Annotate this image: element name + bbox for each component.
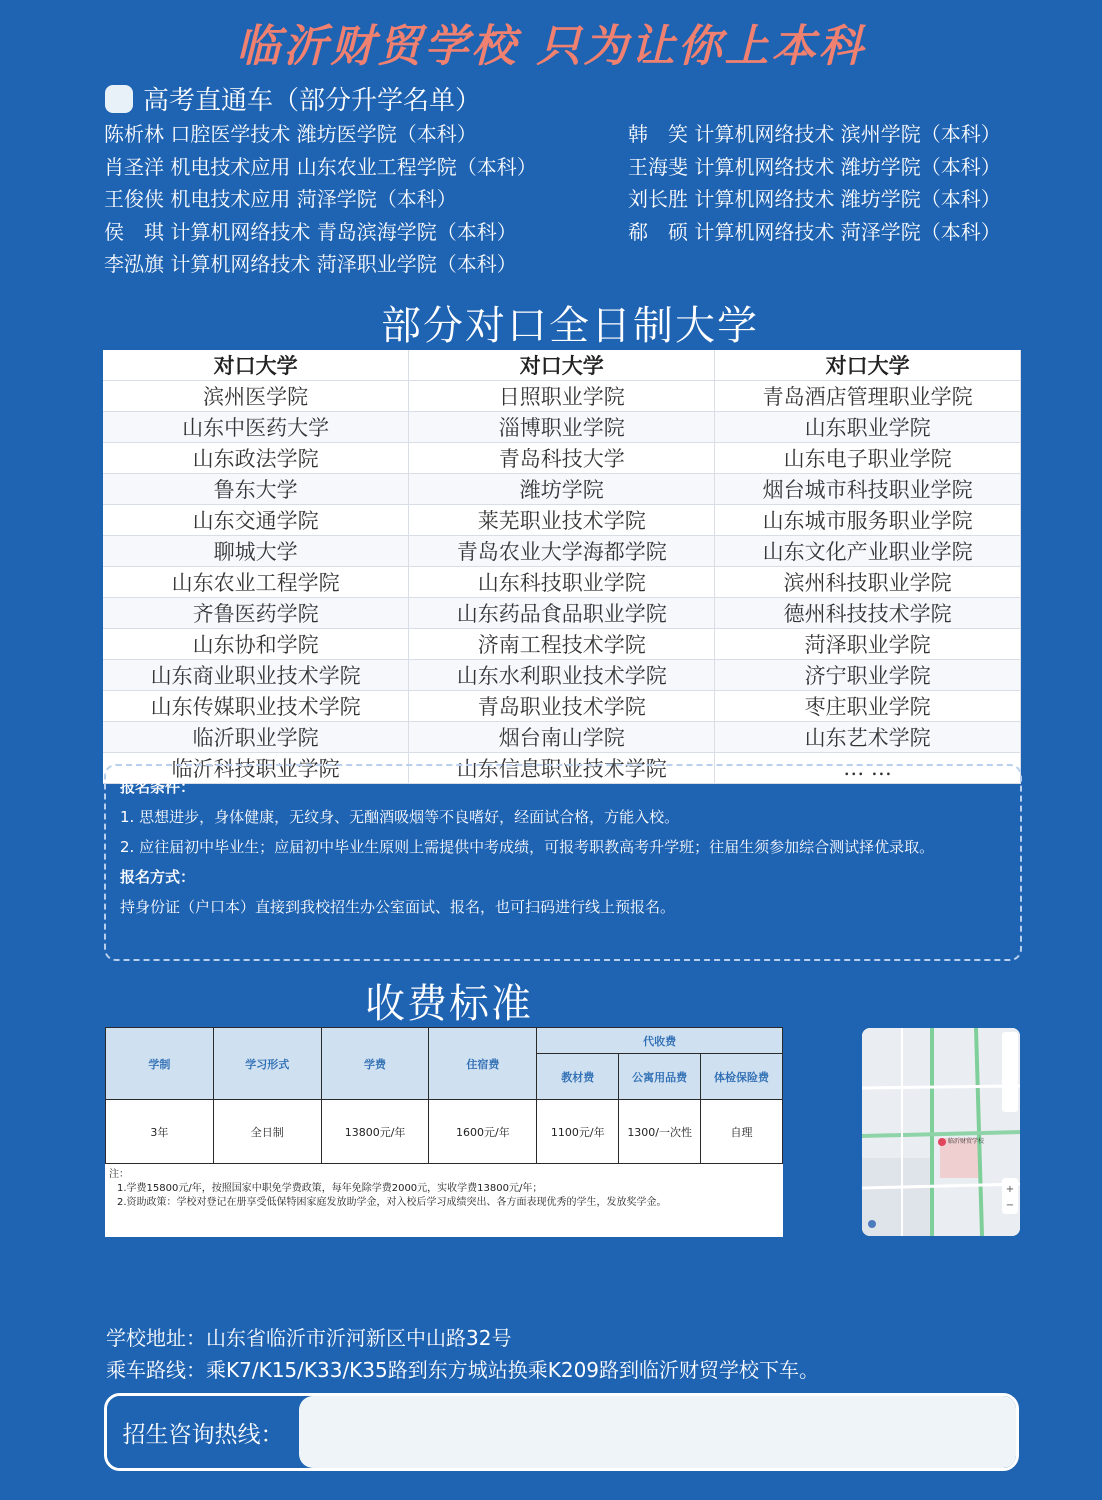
- table-row: [103, 443, 1021, 474]
- university-cell: 烟台城市科技职业学院: [715, 474, 1021, 505]
- list-item: 郗 硕 计算机网络技术 菏泽学院（本科）: [628, 219, 1001, 244]
- university-cell: 淄博职业学院: [409, 412, 715, 443]
- list-item: 韩 笑 计算机网络技术 滨州学院（本科）: [628, 122, 1001, 146]
- table-row: [103, 567, 1021, 598]
- university-cell: 山东交通学院: [103, 505, 409, 536]
- fee-header-collect: 代收费: [537, 1028, 783, 1054]
- university-cell: 聊城大学: [103, 536, 409, 567]
- university-cell: 山东文化产业职业学院: [715, 536, 1021, 567]
- university-cell: 青岛职业技术学院: [409, 691, 715, 722]
- table-row: [103, 691, 1021, 722]
- university-cell: 临沂科技职业学院: [103, 753, 409, 784]
- table-row: [103, 598, 1021, 629]
- table-row: [103, 660, 1021, 691]
- note-item: 2.资助政策：学校对登记在册享受低保特困家庭发放助学金，对入校后学习成绩突出、各方面表现优秀的学生，发放奖学金。: [117, 1197, 667, 1208]
- list-item: 王俊侠 机电技术应用 菏泽学院（本科）: [104, 187, 457, 211]
- university-cell: … …: [715, 753, 1021, 784]
- fee-value-books: 1100元/年: [537, 1100, 619, 1164]
- svg-text:+: +: [1005, 1184, 1015, 1195]
- conditions-title: 报名条件：: [120, 778, 196, 796]
- bus-route: 乘车路线：乘K7/K15/K33/K35路到东方城站换乘K209路到临沂财贸学校下车。: [106, 1358, 820, 1382]
- fee-header-health: 体检保险费: [701, 1054, 783, 1100]
- table-row: [103, 629, 1021, 660]
- map-marker-label: 临沂财贸学校: [948, 1138, 985, 1145]
- hotline-label: 招生咨询热线：: [107, 1396, 299, 1468]
- method-title: 报名方式：: [120, 868, 196, 886]
- university-cell: 山东商业职业技术学院: [103, 660, 409, 691]
- table-row: [103, 536, 1021, 567]
- fee-value-health: 自理: [701, 1100, 783, 1164]
- university-cell: 山东城市服务职业学院: [715, 505, 1021, 536]
- table-row: [103, 412, 1021, 443]
- table-row: [103, 474, 1021, 505]
- hotline-box: [104, 1393, 1019, 1471]
- university-cell: 齐鲁医药学院: [103, 598, 409, 629]
- fees-heading: 收费标准: [365, 981, 533, 1027]
- bullet-icon: [105, 85, 133, 113]
- list-item: 肖圣洋 机电技术应用 山东农业工程学院（本科）: [104, 154, 537, 179]
- fee-header-form: 学习形式: [213, 1028, 321, 1100]
- list-item: 李泓旗 计算机网络技术 菏泽职业学院（本科）: [104, 252, 517, 276]
- university-cell: 日照职业学院: [409, 381, 715, 412]
- list-item: 王海斐 计算机网络技术 潍坊学院（本科）: [628, 154, 1001, 179]
- column-header: 对口大学: [103, 350, 409, 381]
- fee-value-form: 全日制: [213, 1100, 321, 1164]
- fee-value-dorm: 1300/一次性: [619, 1100, 701, 1164]
- university-cell: 潍坊学院: [409, 474, 715, 505]
- university-cell: 枣庄职业学院: [715, 691, 1021, 722]
- column-header: 对口大学: [715, 350, 1021, 381]
- admission-list-right: [628, 118, 1001, 248]
- list-item: 侯 琪 计算机网络技术 青岛滨海学院（本科）: [104, 219, 517, 244]
- table-row: [103, 505, 1021, 536]
- university-cell: 山东传媒职业技术学院: [103, 691, 409, 722]
- university-cell: 山东政法学院: [103, 443, 409, 474]
- location-map[interactable]: [862, 1028, 1020, 1236]
- table-header-row: [103, 350, 1021, 381]
- university-cell: 山东科技职业学院: [409, 567, 715, 598]
- table-row: [103, 381, 1021, 412]
- fee-header-system: 学制: [106, 1028, 214, 1100]
- universities-heading: 部分对口全日制大学: [381, 303, 759, 349]
- university-cell: 山东农业工程学院: [103, 567, 409, 598]
- university-cell: 山东信息职业技术学院: [409, 753, 715, 784]
- university-cell: 山东药品食品职业学院: [409, 598, 715, 629]
- fee-header-books: 教材费: [537, 1054, 619, 1100]
- map-pin-icon: [938, 1138, 946, 1146]
- university-cell: 山东职业学院: [715, 412, 1021, 443]
- university-cell: 滨州科技职业学院: [715, 567, 1021, 598]
- university-cell: 德州科技技术学院: [715, 598, 1021, 629]
- fee-header-lodging: 住宿费: [429, 1028, 537, 1100]
- fee-notes: [105, 1164, 783, 1214]
- hotline-field: [299, 1396, 1016, 1468]
- condition-item: 2. 应往届初中毕业生；应届初中毕业生原则上需提供中考成绩，可报考职教高考升学班；往届生须参加综合测试择优录取。: [120, 838, 935, 856]
- table-row: [103, 722, 1021, 753]
- requirements-box: [104, 764, 1022, 961]
- fee-header-dorm: 公寓用品费: [619, 1054, 701, 1100]
- university-cell: 烟台南山学院: [409, 722, 715, 753]
- map-graphic: [862, 1028, 1020, 1236]
- university-cell: 山东协和学院: [103, 629, 409, 660]
- university-cell: 菏泽职业学院: [715, 629, 1021, 660]
- university-cell: 青岛酒店管理职业学院: [715, 381, 1021, 412]
- admission-list-left: [104, 118, 537, 281]
- university-cell: 鲁东大学: [103, 474, 409, 505]
- university-cell: 莱芜职业技术学院: [409, 505, 715, 536]
- note-title: 注：: [109, 1169, 129, 1180]
- fee-value-tuition: 13800元/年: [321, 1100, 429, 1164]
- fee-value-lodging: 1600元/年: [429, 1100, 537, 1164]
- school-address: 学校地址：山东省临沂市沂河新区中山路32号: [106, 1326, 512, 1350]
- note-item: 1.学费15800元/年，按照国家中职免学费政策，每年免除学费2000元，实收学费13800元/年；: [117, 1183, 543, 1194]
- universities-table: [103, 350, 1021, 784]
- svg-text:−: −: [1005, 1200, 1015, 1211]
- fee-table-container: [105, 1027, 783, 1237]
- university-cell: 济南工程技术学院: [409, 629, 715, 660]
- column-header: 对口大学: [409, 350, 715, 381]
- admission-header: [105, 80, 481, 117]
- admission-header-text: 高考直通车（部分升学名单）: [143, 86, 482, 116]
- university-cell: 山东电子职业学院: [715, 443, 1021, 474]
- method-item: 持身份证（户口本）直接到我校招生办公室面试、报名，也可扫码进行线上预报名。: [120, 898, 676, 916]
- university-cell: 山东中医药大学: [103, 412, 409, 443]
- table-row: [106, 1100, 783, 1164]
- fee-header-tuition: 学费: [321, 1028, 429, 1100]
- university-cell: 青岛农业大学海都学院: [409, 536, 715, 567]
- university-cell: 青岛科技大学: [409, 443, 715, 474]
- university-cell: 临沂职业学院: [103, 722, 409, 753]
- locate-icon: [868, 1220, 876, 1228]
- university-cell: 济宁职业学院: [715, 660, 1021, 691]
- university-cell: 滨州医学院: [103, 381, 409, 412]
- list-item: 刘长胜 计算机网络技术 潍坊学院（本科）: [628, 187, 1001, 211]
- list-item: 陈析林 口腔医学技术 潍坊医学院（本科）: [104, 122, 477, 146]
- fee-value-system: 3年: [106, 1100, 214, 1164]
- condition-item: 1. 思想进步，身体健康，无纹身、无酗酒吸烟等不良嗜好，经面试合格，方能入校。: [120, 808, 680, 826]
- university-cell: 山东艺术学院: [715, 722, 1021, 753]
- page-title: 临沂财贸学校 只为让你上本科: [236, 21, 866, 72]
- fee-table: [105, 1027, 783, 1164]
- university-cell: 山东水利职业技术学院: [409, 660, 715, 691]
